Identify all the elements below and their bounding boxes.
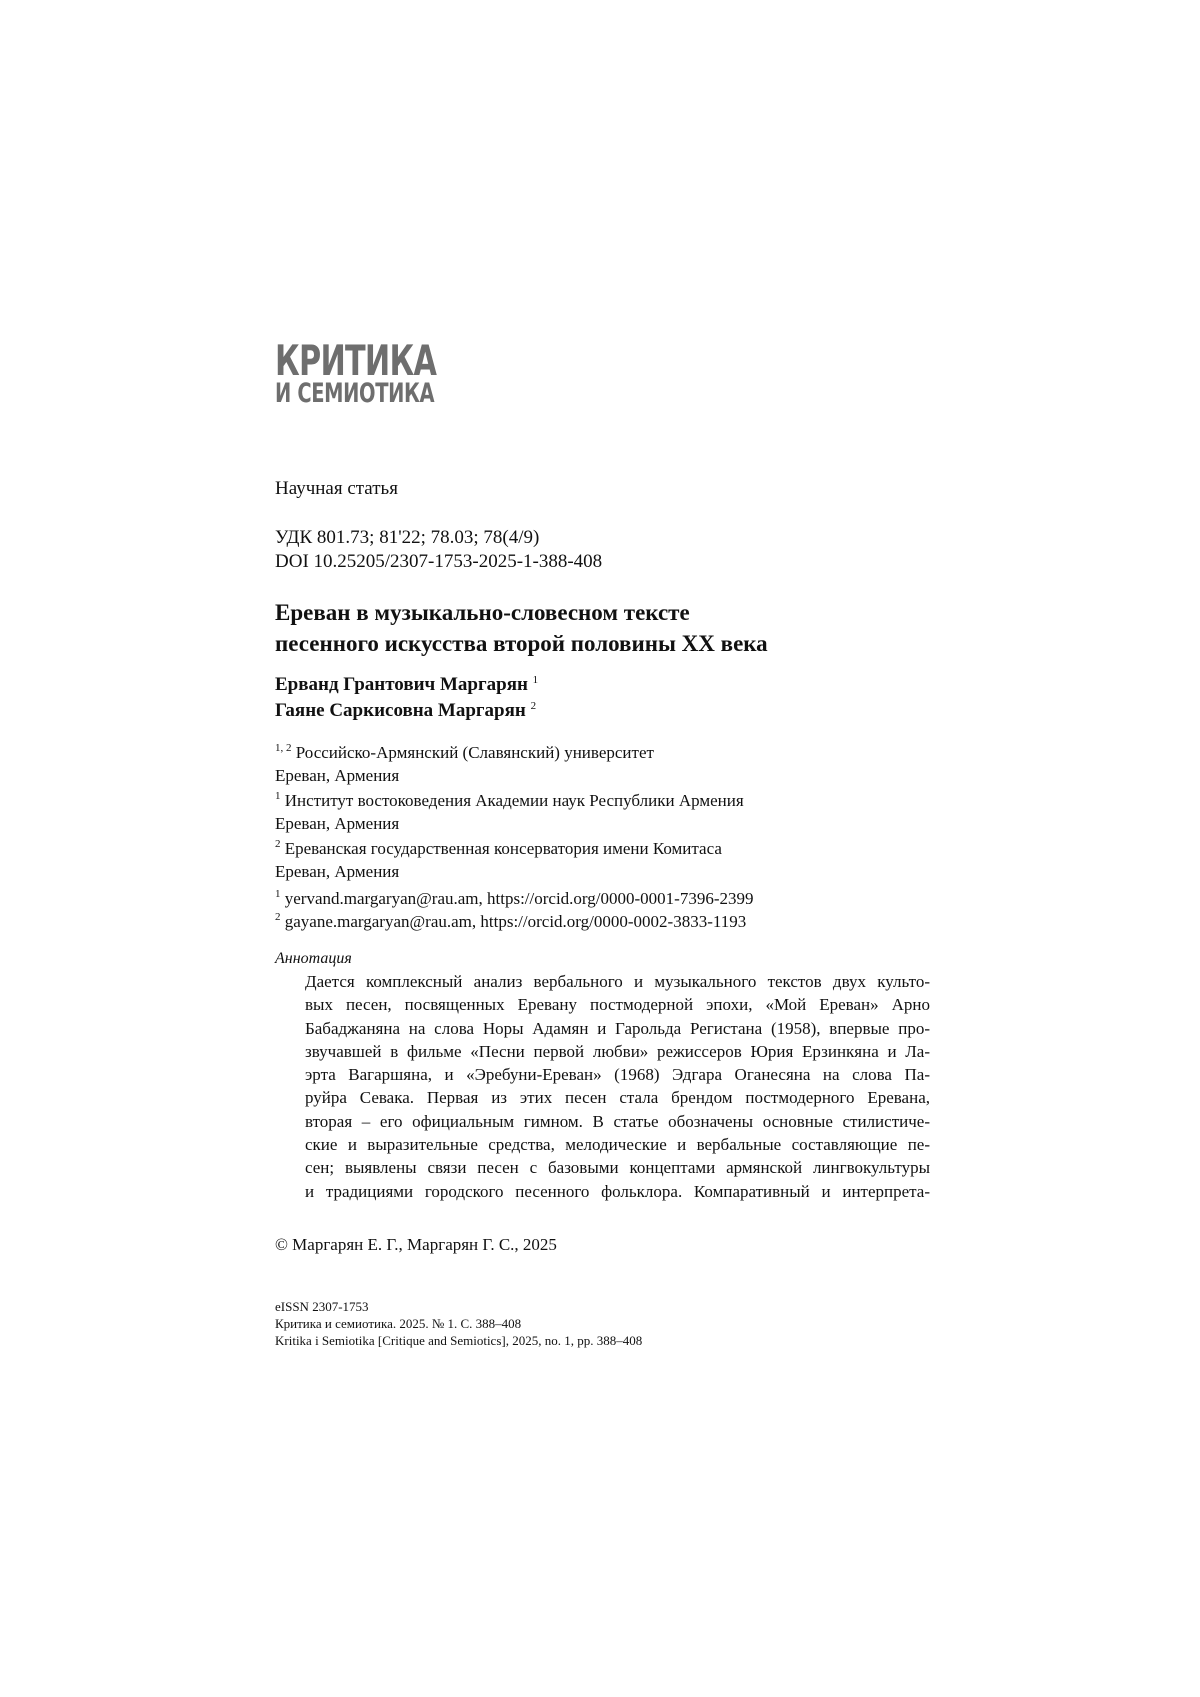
abstract-line: руйра Севака. Первая из этих песен стала брендом постмодерного Еревана, xyxy=(305,1086,930,1109)
abstract-line: ские и выразительные средства, мелодические и вербальные составляющие пе- xyxy=(305,1133,930,1156)
affiliation-sup: 1, 2 xyxy=(275,742,292,754)
doi: DOI 10.25205/2307-1753-2025-1-388-408 xyxy=(275,550,602,574)
affiliation-sup: 2 xyxy=(275,838,281,850)
journal-logo-line1: КРИТИКА xyxy=(275,340,436,382)
abstract-line: звучавшей в фильме «Песни первой любви» режиссеров Юрия Ерзинкяна и Ла- xyxy=(305,1040,930,1063)
abstract-line: Бабаджаняна на слова Норы Адамян и Гарольда Регистана (1958), впервые про- xyxy=(305,1017,930,1040)
journal-footer xyxy=(275,1298,642,1349)
author xyxy=(275,672,538,698)
contact-sup: 1 xyxy=(275,888,281,900)
author-list xyxy=(275,672,538,724)
article-type: Научная статья xyxy=(275,478,398,500)
affiliations xyxy=(275,741,975,885)
contact-line xyxy=(275,910,753,933)
abstract-label: Аннотация xyxy=(275,950,352,968)
affiliation xyxy=(275,741,975,787)
affiliation-org: Ереванская государственная консерватория имени Комитаса xyxy=(285,839,722,858)
author xyxy=(275,698,538,724)
affiliation-org: Институт востоковедения Академии наук Республики Армения xyxy=(285,791,744,810)
contact-text[interactable]: gayane.margaryan@rau.am, https://orcid.org/0000-0002-3833-1193 xyxy=(285,912,746,931)
udk-code: УДК 801.73; 81'22; 78.03; 78(4/9) xyxy=(275,526,602,550)
affiliation-city: Ереван, Армения xyxy=(275,812,975,835)
affiliation xyxy=(275,837,975,883)
abstract-line: эрта Вагаршяна, и «Эребуни-Ереван» (1968) Эдгара Оганесяна на слова Па- xyxy=(305,1063,930,1086)
identifiers xyxy=(275,526,602,574)
journal-logo xyxy=(275,340,436,407)
abstract-line: и традициями городского песенного фольклора. Компаративный и интерпрета- xyxy=(305,1180,930,1203)
title-line-2: песенного искусства второй половины XX века xyxy=(275,628,768,659)
author-name: Ерванд Грантович Маргарян xyxy=(275,674,528,695)
abstract-line: вых песен, посвященных Еревану постмодерной эпохи, «Мой Ереван» Арно xyxy=(305,993,930,1016)
affiliation-sup: 1 xyxy=(275,790,281,802)
author-sup: 2 xyxy=(531,700,537,712)
contact-text[interactable]: yervand.margaryan@rau.am, https://orcid.org/0000-0001-7396-2399 xyxy=(285,889,754,908)
author-sup: 1 xyxy=(533,674,539,686)
title-line-1: Ереван в музыкально-словесном тексте xyxy=(275,597,768,628)
affiliation-city: Ереван, Армения xyxy=(275,764,975,787)
citation-ru: Критика и семиотика. 2025. № 1. С. 388–408 xyxy=(275,1315,642,1332)
article-first-page xyxy=(0,0,1200,1697)
contact-sup: 2 xyxy=(275,911,281,923)
article-title xyxy=(275,597,768,659)
eissn: eISSN 2307-1753 xyxy=(275,1298,642,1315)
copyright: © Маргарян Е. Г., Маргарян Г. С., 2025 xyxy=(275,1235,557,1255)
abstract-body xyxy=(305,970,930,1203)
abstract-line: сен; выявлены связи песен с базовыми концептами армянской лингвокультуры xyxy=(305,1156,930,1179)
contacts xyxy=(275,887,753,933)
contact-line xyxy=(275,887,753,910)
journal-logo-line2: И СЕМИОТИКА xyxy=(275,380,436,407)
citation-en: Kritika i Semiotika [Critique and Semiotics], 2025, no. 1, pp. 388–408 xyxy=(275,1332,642,1349)
affiliation-org: Российско-Армянский (Славянский) университет xyxy=(296,743,654,762)
affiliation-city: Ереван, Армения xyxy=(275,860,975,883)
affiliation xyxy=(275,789,975,835)
abstract-line: Дается комплексный анализ вербального и музыкального текстов двух культо- xyxy=(305,970,930,993)
author-name: Гаяне Саркисовна Маргарян xyxy=(275,700,526,721)
abstract-line: вторая – его официальным гимном. В статье обозначены основные стилистиче- xyxy=(305,1110,930,1133)
